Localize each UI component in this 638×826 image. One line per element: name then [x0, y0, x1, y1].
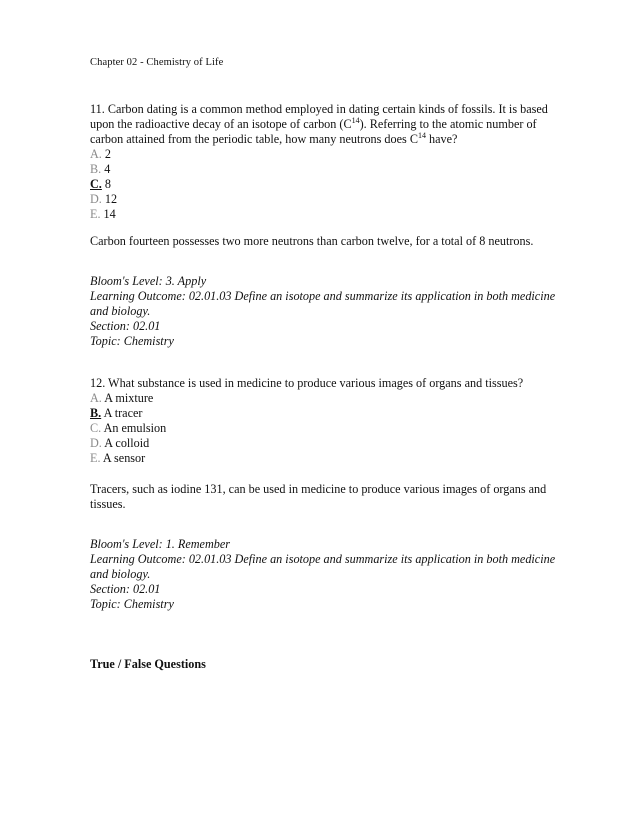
q11-option-c — [90, 177, 560, 192]
q12-topic: Topic: Chemistry — [90, 597, 174, 611]
option-letter: E. — [90, 451, 101, 465]
option-letter-correct: B. — [90, 406, 102, 420]
option-text: 8 — [104, 177, 111, 191]
option-letter-correct: C. — [90, 177, 102, 191]
option-text: 4 — [104, 162, 111, 176]
option-letter: C. — [90, 421, 102, 435]
q11-superscript-2: 14 — [417, 130, 426, 140]
option-text: 12 — [104, 192, 118, 206]
q12-option-b — [90, 406, 560, 421]
option-text: 2 — [104, 147, 111, 161]
q12-options — [90, 391, 560, 466]
option-letter: E. — [90, 207, 101, 221]
q12-learning-outcome: Learning Outcome: 02.01.03 Define an isotope and summarize its application in both medicine and biology. — [90, 552, 556, 581]
q11-topic: Topic: Chemistry — [90, 334, 174, 348]
q11-options — [90, 147, 560, 222]
q11-option-d — [90, 192, 560, 207]
question-12 — [90, 376, 560, 466]
q11-superscript-1: 14 — [351, 115, 360, 125]
q12-option-d — [90, 436, 560, 451]
option-text: An emulsion — [103, 421, 167, 435]
q11-text-part2: ). Referring to the atomic number of carbon attained from the periodic table, how many neutrons does C — [90, 117, 537, 146]
question-12-text: 12. What substance is used in medicine to produce various images of organs and tissues? — [90, 376, 524, 390]
q12-section: Section: 02.01 — [90, 582, 161, 596]
q12-metadata — [90, 537, 560, 612]
option-letter: D. — [90, 192, 102, 206]
q11-metadata — [90, 274, 560, 349]
q11-blooms-level: Bloom's Level: 3. Apply — [90, 274, 207, 288]
question-11 — [90, 102, 560, 222]
option-text: A sensor — [102, 451, 146, 465]
q12-option-c — [90, 421, 560, 436]
q12-option-a — [90, 391, 560, 406]
option-text: A mixture — [104, 391, 154, 405]
q11-text-part3: have? — [425, 132, 458, 146]
q11-text-part1: 11. Carbon dating is a common method employed in dating certain kinds of fossils. It is based upon the radioactive decay of an isotope of carbon (C — [90, 102, 548, 131]
question-11-text — [90, 102, 560, 147]
q11-option-a — [90, 147, 560, 162]
q11-option-b — [90, 162, 560, 177]
page-header: Chapter 02 - Chemistry of Life — [90, 57, 224, 68]
option-letter: D. — [90, 436, 102, 450]
q12-explanation: Tracers, such as iodine 131, can be used in medicine to produce various images of organs and tissues. — [90, 482, 547, 511]
option-text: 14 — [103, 207, 116, 221]
option-letter: A. — [90, 391, 102, 405]
q12-blooms-level: Bloom's Level: 1. Remember — [90, 537, 231, 551]
option-text: A tracer — [103, 406, 143, 420]
q12-option-e — [90, 451, 560, 466]
q11-section: Section: 02.01 — [90, 319, 161, 333]
option-letter: B. — [90, 162, 102, 176]
q11-option-e — [90, 207, 560, 222]
option-letter: A. — [90, 147, 102, 161]
section-title-true-false: True / False Questions — [90, 657, 206, 671]
q11-explanation: Carbon fourteen possesses two more neutrons than carbon twelve, for a total of 8 neutrons. — [90, 234, 534, 248]
q11-learning-outcome: Learning Outcome: 02.01.03 Define an isotope and summarize its application in both medicine and biology. — [90, 289, 556, 318]
option-text: A colloid — [104, 436, 150, 450]
